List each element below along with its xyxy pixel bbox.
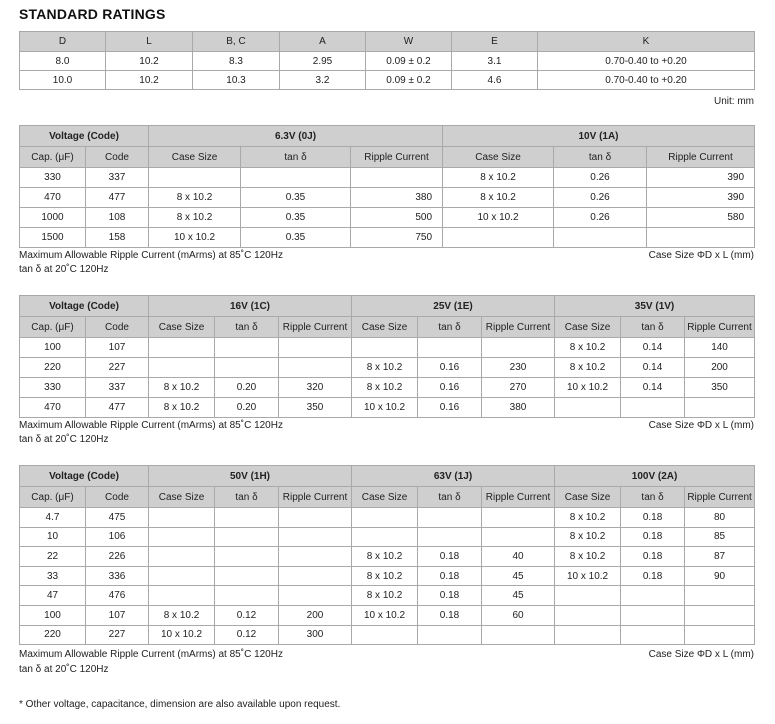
case-size-cell: 10 x 10.2 — [555, 566, 621, 586]
tan-cell — [418, 508, 482, 528]
tan-cell — [418, 527, 482, 547]
ripple-cell — [279, 586, 352, 606]
table-row — [20, 338, 755, 358]
table-row — [20, 208, 755, 228]
tan-header: tan δ — [418, 317, 482, 338]
case-size-header: Case Size — [555, 317, 621, 338]
case-size-cell: 8 x 10.2 — [149, 188, 241, 208]
case-size-header: Case Size — [555, 487, 621, 508]
tan-header: tan δ — [554, 147, 647, 168]
case-size-cell: 8 x 10.2 — [352, 358, 418, 378]
cap-cell: 220 — [20, 625, 86, 645]
case-size-cell: 8 x 10.2 — [555, 527, 621, 547]
voltage-header: 100V (2A) — [555, 466, 755, 487]
case-size-cell — [149, 586, 215, 606]
code-cell: 227 — [86, 358, 149, 378]
case-size-cell — [555, 586, 621, 606]
case-size-cell: 10 x 10.2 — [555, 378, 621, 398]
dimension-header: K — [538, 32, 755, 52]
tan-cell: 0.12 — [215, 605, 279, 625]
ripple-cell: 580 — [647, 208, 755, 228]
ripple-cell: 390 — [647, 168, 755, 188]
ripple-cell: 87 — [685, 547, 755, 567]
unit-note: Unit: mm — [714, 96, 754, 107]
cap-cell: 1000 — [20, 208, 86, 228]
cap-cell: 22 — [20, 547, 86, 567]
table-row — [20, 605, 755, 625]
tan-cell — [621, 586, 685, 606]
cap-cell: 470 — [20, 398, 86, 418]
tan-cell: 0.18 — [418, 566, 482, 586]
ripple-cell: 350 — [685, 378, 755, 398]
code-cell: 158 — [86, 228, 149, 248]
table-row — [20, 52, 755, 71]
case-size-cell: 8 x 10.2 — [352, 378, 418, 398]
ripple-cell — [279, 358, 352, 378]
ripple-cell: 45 — [482, 586, 555, 606]
voltage-header: 6.3V (0J) — [149, 126, 443, 147]
table-row — [20, 188, 755, 208]
ripple-cell: 140 — [685, 338, 755, 358]
case-size-cell: 8 x 10.2 — [149, 605, 215, 625]
dimension-header: E — [452, 32, 538, 52]
tan-cell: 0.20 — [215, 398, 279, 418]
page-title: STANDARD RATINGS — [19, 6, 166, 22]
code-cell: 477 — [86, 398, 149, 418]
tan-cell — [215, 566, 279, 586]
case-size-cell — [149, 338, 215, 358]
case-size-cell: 10 x 10.2 — [352, 398, 418, 418]
code-cell: 106 — [86, 527, 149, 547]
tan-cell — [418, 338, 482, 358]
case-size-note: Case Size ΦD x L (mm) — [648, 250, 754, 261]
case-size-cell: 8 x 10.2 — [443, 188, 554, 208]
voltage-header: 25V (1E) — [352, 296, 555, 317]
table-row — [20, 168, 755, 188]
dimension-cell: 4.6 — [452, 71, 538, 90]
ripple-cell: 320 — [279, 378, 352, 398]
cap-header: Cap. (μF) — [20, 487, 86, 508]
ripple-cell — [482, 625, 555, 645]
cap-cell: 47 — [20, 586, 86, 606]
tan-cell: 0.18 — [621, 508, 685, 528]
ripple-cell — [685, 605, 755, 625]
ripple-cell — [482, 508, 555, 528]
tan-cell: 0.35 — [241, 188, 351, 208]
tan-cell: 0.18 — [621, 527, 685, 547]
ripple-cell: 500 — [351, 208, 443, 228]
dimension-header: A — [280, 32, 366, 52]
cap-cell: 33 — [20, 566, 86, 586]
tan-cell: 0.18 — [621, 547, 685, 567]
table-row — [20, 527, 755, 547]
table-row — [20, 228, 755, 248]
tan-cell — [215, 338, 279, 358]
code-header: Code — [86, 147, 149, 168]
tan-cell — [215, 358, 279, 378]
table-row — [20, 378, 755, 398]
case-size-cell: 8 x 10.2 — [352, 547, 418, 567]
case-size-header: Case Size — [352, 487, 418, 508]
ripple-cell: 200 — [279, 605, 352, 625]
code-cell: 476 — [86, 586, 149, 606]
cap-cell: 220 — [20, 358, 86, 378]
ripple-cell: 90 — [685, 566, 755, 586]
tan-cell: 0.14 — [621, 358, 685, 378]
ratings-table-6v3-10v — [19, 125, 755, 248]
tan-header: tan δ — [241, 147, 351, 168]
column-header-row — [20, 317, 755, 338]
table-row — [20, 566, 755, 586]
voltage-header: 63V (1J) — [352, 466, 555, 487]
dimension-cell: 0.70-0.40 to +0.20 — [538, 71, 755, 90]
dimension-cell: 2.95 — [280, 52, 366, 71]
tan-cell — [215, 527, 279, 547]
ripple-cell: 230 — [482, 358, 555, 378]
table-row — [20, 398, 755, 418]
ripple-cell — [685, 398, 755, 418]
ripple-cell — [482, 338, 555, 358]
case-size-cell — [149, 508, 215, 528]
footnote: * Other voltage, capacitance, dimension are also available upon request. — [19, 699, 341, 710]
ripple-cell: 380 — [482, 398, 555, 418]
tan-header: tan δ — [621, 317, 685, 338]
voltage-header: 50V (1H) — [149, 466, 352, 487]
cap-cell: 100 — [20, 338, 86, 358]
tan-cell: 0.16 — [418, 378, 482, 398]
ripple-cell — [279, 338, 352, 358]
dimension-cell: 0.09 ± 0.2 — [366, 52, 452, 71]
ripple-cell: 390 — [647, 188, 755, 208]
voltage-code-header: Voltage (Code) — [20, 466, 149, 487]
code-cell: 226 — [86, 547, 149, 567]
ripple-cell: 45 — [482, 566, 555, 586]
ripple-cell: 200 — [685, 358, 755, 378]
tan-cell: 0.16 — [418, 398, 482, 418]
case-size-note: Case Size ΦD x L (mm) — [648, 649, 754, 660]
ripple-cell — [685, 586, 755, 606]
case-size-header: Case Size — [352, 317, 418, 338]
case-size-cell: 10 x 10.2 — [149, 228, 241, 248]
ripple-note: Maximum Allowable Ripple Current (mArms) at 85˚C 120Hz — [19, 420, 283, 431]
tan-cell: 0.18 — [621, 566, 685, 586]
case-size-cell — [555, 605, 621, 625]
ratings-table-16v-35v — [19, 295, 755, 418]
voltage-code-header: Voltage (Code) — [20, 296, 149, 317]
ripple-cell — [279, 508, 352, 528]
case-size-cell: 10 x 10.2 — [149, 625, 215, 645]
code-cell: 336 — [86, 566, 149, 586]
ripple-cell: 380 — [351, 188, 443, 208]
case-size-cell: 8 x 10.2 — [352, 566, 418, 586]
table-row — [20, 547, 755, 567]
tan-cell — [418, 625, 482, 645]
case-size-cell: 10 x 10.2 — [352, 605, 418, 625]
table-row — [20, 625, 755, 645]
ripple-note: Maximum Allowable Ripple Current (mArms) at 85˚C 120Hz — [19, 250, 283, 261]
case-size-cell — [555, 398, 621, 418]
ripple-cell — [279, 547, 352, 567]
tan-cell: 0.18 — [418, 547, 482, 567]
tan-cell: 0.26 — [554, 188, 647, 208]
ripple-cell: 80 — [685, 508, 755, 528]
ripple-header: Ripple Current — [482, 487, 555, 508]
tan-cell: 0.35 — [241, 208, 351, 228]
tan-cell: 0.26 — [554, 208, 647, 228]
case-size-cell — [352, 338, 418, 358]
ripple-cell: 350 — [279, 398, 352, 418]
cap-cell: 4.7 — [20, 508, 86, 528]
case-size-cell: 8 x 10.2 — [555, 508, 621, 528]
code-cell: 337 — [86, 168, 149, 188]
case-size-cell: 8 x 10.2 — [149, 378, 215, 398]
table-row — [20, 71, 755, 90]
table-row — [20, 508, 755, 528]
cap-cell: 10 — [20, 527, 86, 547]
ripple-note: Maximum Allowable Ripple Current (mArms) at 85˚C 120Hz — [19, 649, 283, 660]
case-size-cell — [443, 228, 554, 248]
case-size-cell — [352, 508, 418, 528]
column-header-row — [20, 487, 755, 508]
case-size-header: Case Size — [149, 317, 215, 338]
voltage-code-header: Voltage (Code) — [20, 126, 149, 147]
ripple-cell — [279, 566, 352, 586]
code-header: Code — [86, 317, 149, 338]
case-size-cell — [555, 625, 621, 645]
voltage-header: 35V (1V) — [555, 296, 755, 317]
ripple-header: Ripple Current — [279, 487, 352, 508]
tan-cell: 0.35 — [241, 228, 351, 248]
tan-cell — [215, 547, 279, 567]
tan-header: tan δ — [215, 317, 279, 338]
dimension-header: B, C — [193, 32, 280, 52]
ripple-header: Ripple Current — [647, 147, 755, 168]
ripple-cell: 750 — [351, 228, 443, 248]
dimension-cell: 10.2 — [106, 52, 193, 71]
case-size-cell: 8 x 10.2 — [555, 338, 621, 358]
ripple-header: Ripple Current — [279, 317, 352, 338]
voltage-header: 10V (1A) — [443, 126, 755, 147]
ripple-header: Ripple Current — [351, 147, 443, 168]
case-size-cell — [149, 566, 215, 586]
tan-cell: 0.14 — [621, 338, 685, 358]
code-header: Code — [86, 487, 149, 508]
case-size-cell — [149, 547, 215, 567]
tan-note: tan δ at 20˚C 120Hz — [19, 264, 109, 275]
tan-header: tan δ — [418, 487, 482, 508]
dimension-cell: 8.3 — [193, 52, 280, 71]
voltage-header: 16V (1C) — [149, 296, 352, 317]
column-header-row — [20, 147, 755, 168]
ripple-cell — [351, 168, 443, 188]
dimension-cell: 10.2 — [106, 71, 193, 90]
ripple-cell: 85 — [685, 527, 755, 547]
ripple-cell — [647, 228, 755, 248]
dimension-cell: 0.70-0.40 to +0.20 — [538, 52, 755, 71]
case-size-cell: 8 x 10.2 — [555, 358, 621, 378]
dimension-cell: 8.0 — [20, 52, 106, 71]
code-cell: 108 — [86, 208, 149, 228]
tan-cell — [554, 228, 647, 248]
case-size-header: Case Size — [443, 147, 554, 168]
dimension-cell: 0.09 ± 0.2 — [366, 71, 452, 90]
case-size-cell — [149, 168, 241, 188]
ripple-header: Ripple Current — [685, 487, 755, 508]
code-cell: 475 — [86, 508, 149, 528]
tan-cell — [621, 625, 685, 645]
case-size-cell: 8 x 10.2 — [555, 547, 621, 567]
ripple-header: Ripple Current — [685, 317, 755, 338]
tan-note: tan δ at 20˚C 120Hz — [19, 434, 109, 445]
ripple-cell: 300 — [279, 625, 352, 645]
cap-header: Cap. (μF) — [20, 147, 86, 168]
cap-cell: 330 — [20, 378, 86, 398]
dimension-header: L — [106, 32, 193, 52]
code-cell: 107 — [86, 605, 149, 625]
case-size-cell — [352, 527, 418, 547]
case-size-cell: 8 x 10.2 — [149, 208, 241, 228]
dimension-cell: 10.0 — [20, 71, 106, 90]
code-cell: 477 — [86, 188, 149, 208]
dimension-header: W — [366, 32, 452, 52]
ripple-cell: 270 — [482, 378, 555, 398]
tan-cell: 0.18 — [418, 586, 482, 606]
tan-cell — [621, 605, 685, 625]
case-size-header: Case Size — [149, 147, 241, 168]
cap-cell: 1500 — [20, 228, 86, 248]
tan-cell: 0.18 — [418, 605, 482, 625]
ripple-cell — [685, 625, 755, 645]
code-cell: 227 — [86, 625, 149, 645]
ripple-cell — [482, 527, 555, 547]
code-cell: 107 — [86, 338, 149, 358]
tan-note: tan δ at 20˚C 120Hz — [19, 664, 109, 675]
case-size-cell: 8 x 10.2 — [443, 168, 554, 188]
case-size-note: Case Size ΦD x L (mm) — [648, 420, 754, 431]
case-size-cell: 8 x 10.2 — [352, 586, 418, 606]
dimension-header: D — [20, 32, 106, 52]
table-row — [20, 358, 755, 378]
tan-cell: 0.26 — [554, 168, 647, 188]
table-row — [20, 586, 755, 606]
ratings-table-50v-100v — [19, 465, 755, 645]
tan-cell — [241, 168, 351, 188]
dimension-cell: 10.3 — [193, 71, 280, 90]
tan-cell — [621, 398, 685, 418]
tan-cell: 0.12 — [215, 625, 279, 645]
tan-cell — [215, 586, 279, 606]
dimension-cell: 3.1 — [452, 52, 538, 71]
case-size-cell — [352, 625, 418, 645]
ripple-header: Ripple Current — [482, 317, 555, 338]
ripple-cell — [279, 527, 352, 547]
cap-cell: 100 — [20, 605, 86, 625]
cap-cell: 330 — [20, 168, 86, 188]
tan-cell: 0.16 — [418, 358, 482, 378]
case-size-header: Case Size — [149, 487, 215, 508]
code-cell: 337 — [86, 378, 149, 398]
cap-cell: 470 — [20, 188, 86, 208]
tan-header: tan δ — [215, 487, 279, 508]
ripple-cell: 60 — [482, 605, 555, 625]
cap-header: Cap. (μF) — [20, 317, 86, 338]
case-size-cell: 10 x 10.2 — [443, 208, 554, 228]
case-size-cell — [149, 527, 215, 547]
tan-header: tan δ — [621, 487, 685, 508]
tan-cell: 0.14 — [621, 378, 685, 398]
ripple-cell: 40 — [482, 547, 555, 567]
tan-cell: 0.20 — [215, 378, 279, 398]
case-size-cell — [149, 358, 215, 378]
dimension-cell: 3.2 — [280, 71, 366, 90]
case-size-cell: 8 x 10.2 — [149, 398, 215, 418]
dimensions-table — [19, 31, 755, 90]
tan-cell — [215, 508, 279, 528]
